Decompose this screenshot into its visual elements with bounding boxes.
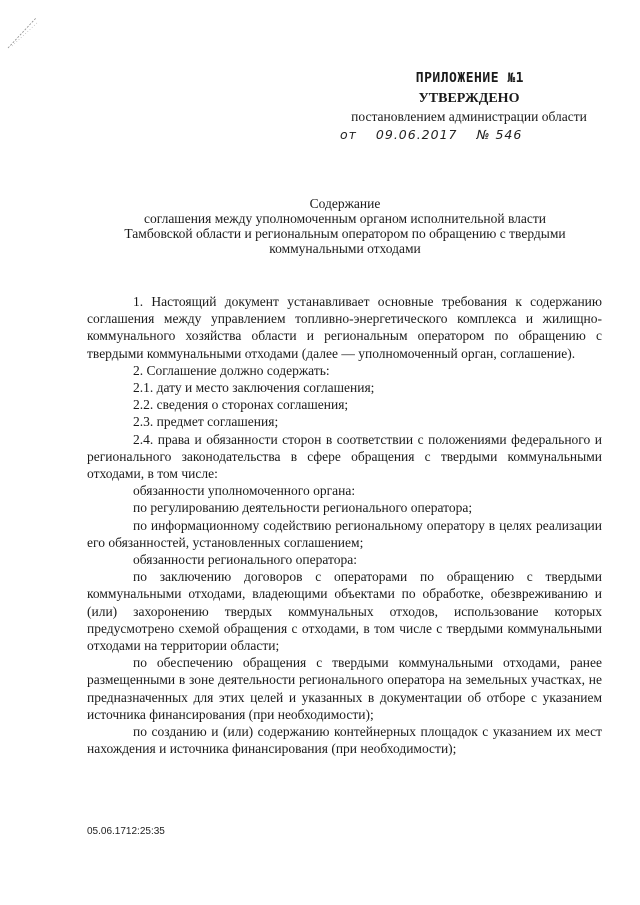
appendix-stamp: ПРИЛОЖЕНИЕ №1 xyxy=(415,71,524,86)
title-line-4: коммунальными отходами xyxy=(269,241,421,256)
document-body xyxy=(87,293,602,757)
paragraph: 2.3. предмет соглашения; xyxy=(133,414,279,430)
title-line-1: Содержание xyxy=(309,196,381,211)
approval-header xyxy=(334,70,604,144)
paragraph: 2. Соглашение должно содержать: xyxy=(133,362,330,378)
document-code: 05.06.1712:25:35 xyxy=(87,826,165,837)
paragraph: по заключению договоров с операторами по обращению с твердыми коммунальными отходами, владеющими объектами по обработке, обезвреживанию и (или) захоронению твердых коммунальных отходов, использование которых предусмотрено схемой обращения с отходами, в том числе с твердыми коммунальными отходами на территории области; xyxy=(87,569,602,654)
paragraph: по информационному содействию региональному оператору в целях реализации его обязанностей, установленных соглашением; xyxy=(87,517,602,550)
paragraph: по регулированию деятельности регионального оператора; xyxy=(133,500,473,516)
handwritten-date: 09.06.2017 xyxy=(375,127,458,142)
paragraph: 2.4. права и обязанности сторон в соответствии с положениями федерального и регионального законодательства в сфере обращения с твердыми коммунальными отходами, в том числе: xyxy=(87,431,602,482)
paragraph: по созданию и (или) содержанию контейнерных площадок с указанием их мест нахождения и источника финансирования (при необходимости); xyxy=(87,724,602,757)
title-line-3: Тамбовской области и региональным оператором по обращению с твердыми xyxy=(124,226,566,241)
approved-label: УТВЕРЖДЕНО xyxy=(418,91,520,106)
scan-stamp-mark-icon xyxy=(6,14,42,50)
paragraph: по обеспечению обращения с твердыми коммунальными отходами, ранее размещенными в зоне деятельности регионального оператора на земельных участках, не предназначенных для этих целей и указанных в документации об отборе с указанием источника финансирования (при необходимости); xyxy=(87,655,602,722)
handwritten-number: № 546 xyxy=(476,127,523,142)
decree-line: постановлением администрации области xyxy=(351,109,587,124)
handwritten-prefix: от xyxy=(340,127,357,142)
title-line-2: соглашения между уполномоченным органом исполнительной власти xyxy=(143,211,547,226)
document-title xyxy=(80,196,610,256)
paragraph: обязанности уполномоченного органа: xyxy=(133,483,356,499)
paragraph: обязанности регионального оператора: xyxy=(133,552,357,568)
handwritten-date-number xyxy=(334,126,604,144)
paragraph: 2.2. сведения о сторонах соглашения; xyxy=(133,397,349,413)
paragraph: 2.1. дату и место заключения соглашения; xyxy=(133,380,375,396)
paragraph: 1. Настоящий документ устанавливает основные требования к содержанию соглашения между управлением топливно-энергетического комплекса и жилищно-коммунального хозяйства области и региональным оператором по обращению с твердыми коммунальными отходами (далее — уполномоченный орган, соглашение). xyxy=(87,294,602,361)
